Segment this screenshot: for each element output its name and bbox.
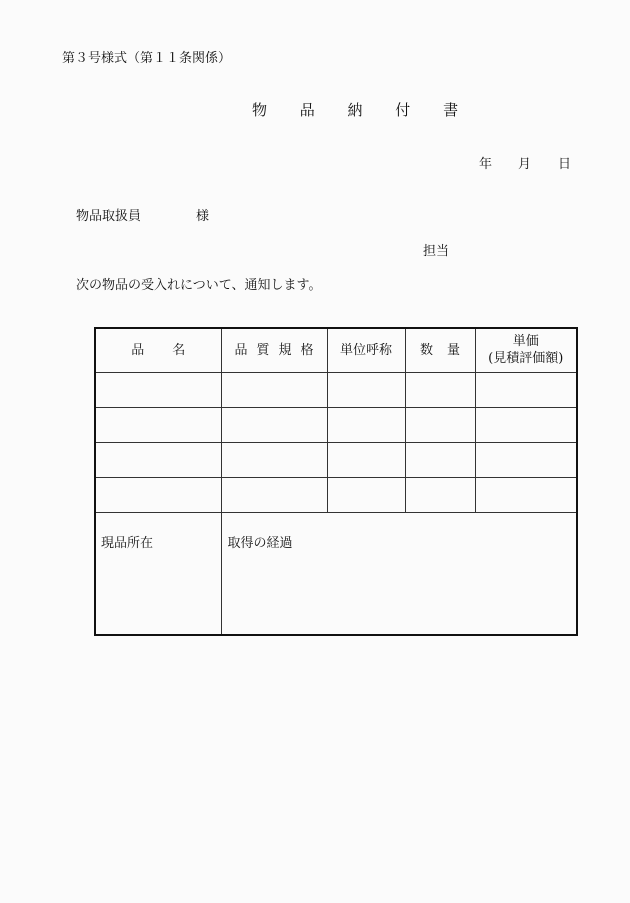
unit-cell[interactable] xyxy=(327,407,405,442)
table-footer-row xyxy=(95,512,577,635)
table-row xyxy=(95,407,577,442)
acquisition-history-label: 取得の経過 xyxy=(227,535,293,551)
item-name-cell[interactable] xyxy=(95,407,221,442)
quality-spec-cell[interactable] xyxy=(221,407,327,442)
column-header-item-name: 品名 xyxy=(95,328,221,372)
quality-spec-cell[interactable] xyxy=(221,477,327,512)
unit-price-cell[interactable] xyxy=(475,477,577,512)
unit-cell[interactable] xyxy=(327,442,405,477)
item-location-cell[interactable] xyxy=(95,512,221,635)
date-day-label: 日 xyxy=(558,157,572,172)
goods-table xyxy=(94,327,578,636)
form-number: 第３号様式（第１１条関係） xyxy=(62,51,232,66)
unit-cell[interactable] xyxy=(327,477,405,512)
unit-price-cell[interactable] xyxy=(475,442,577,477)
unit-cell[interactable] xyxy=(327,372,405,407)
table-header-row xyxy=(95,328,577,372)
staff-in-charge-label: 担当 xyxy=(423,244,450,259)
column-header-unit-price xyxy=(475,328,577,372)
item-location-label: 現品所在 xyxy=(101,535,154,551)
recipient-honorific: 様 xyxy=(196,209,210,224)
unit-price-label: 単価 xyxy=(512,334,539,350)
quality-spec-cell[interactable] xyxy=(221,442,327,477)
quantity-cell[interactable] xyxy=(405,372,475,407)
estimated-value-label: (見積評価額) xyxy=(488,351,564,367)
table-row xyxy=(95,372,577,407)
quantity-cell[interactable] xyxy=(405,477,475,512)
column-header-quantity: 数量 xyxy=(405,328,475,372)
item-name-cell[interactable] xyxy=(95,442,221,477)
acquisition-history-cell[interactable] xyxy=(221,512,577,635)
quality-spec-cell[interactable] xyxy=(221,372,327,407)
table-row xyxy=(95,477,577,512)
column-header-quality-spec: 品質規格 xyxy=(221,328,327,372)
notice-text: 次の物品の受入れについて、通知します。 xyxy=(76,278,322,293)
column-header-unit: 単位呼称 xyxy=(327,328,405,372)
unit-price-cell[interactable] xyxy=(475,407,577,442)
quantity-cell[interactable] xyxy=(405,407,475,442)
quantity-cell[interactable] xyxy=(405,442,475,477)
date-month-label: 月 xyxy=(518,157,532,172)
table-row xyxy=(95,442,577,477)
item-name-cell[interactable] xyxy=(95,372,221,407)
document-title: 物 品 納 付 書 xyxy=(252,101,473,119)
unit-price-cell[interactable] xyxy=(475,372,577,407)
item-name-cell[interactable] xyxy=(95,477,221,512)
date-year-label: 年 xyxy=(479,157,493,172)
recipient-label: 物品取扱員 xyxy=(76,209,142,224)
